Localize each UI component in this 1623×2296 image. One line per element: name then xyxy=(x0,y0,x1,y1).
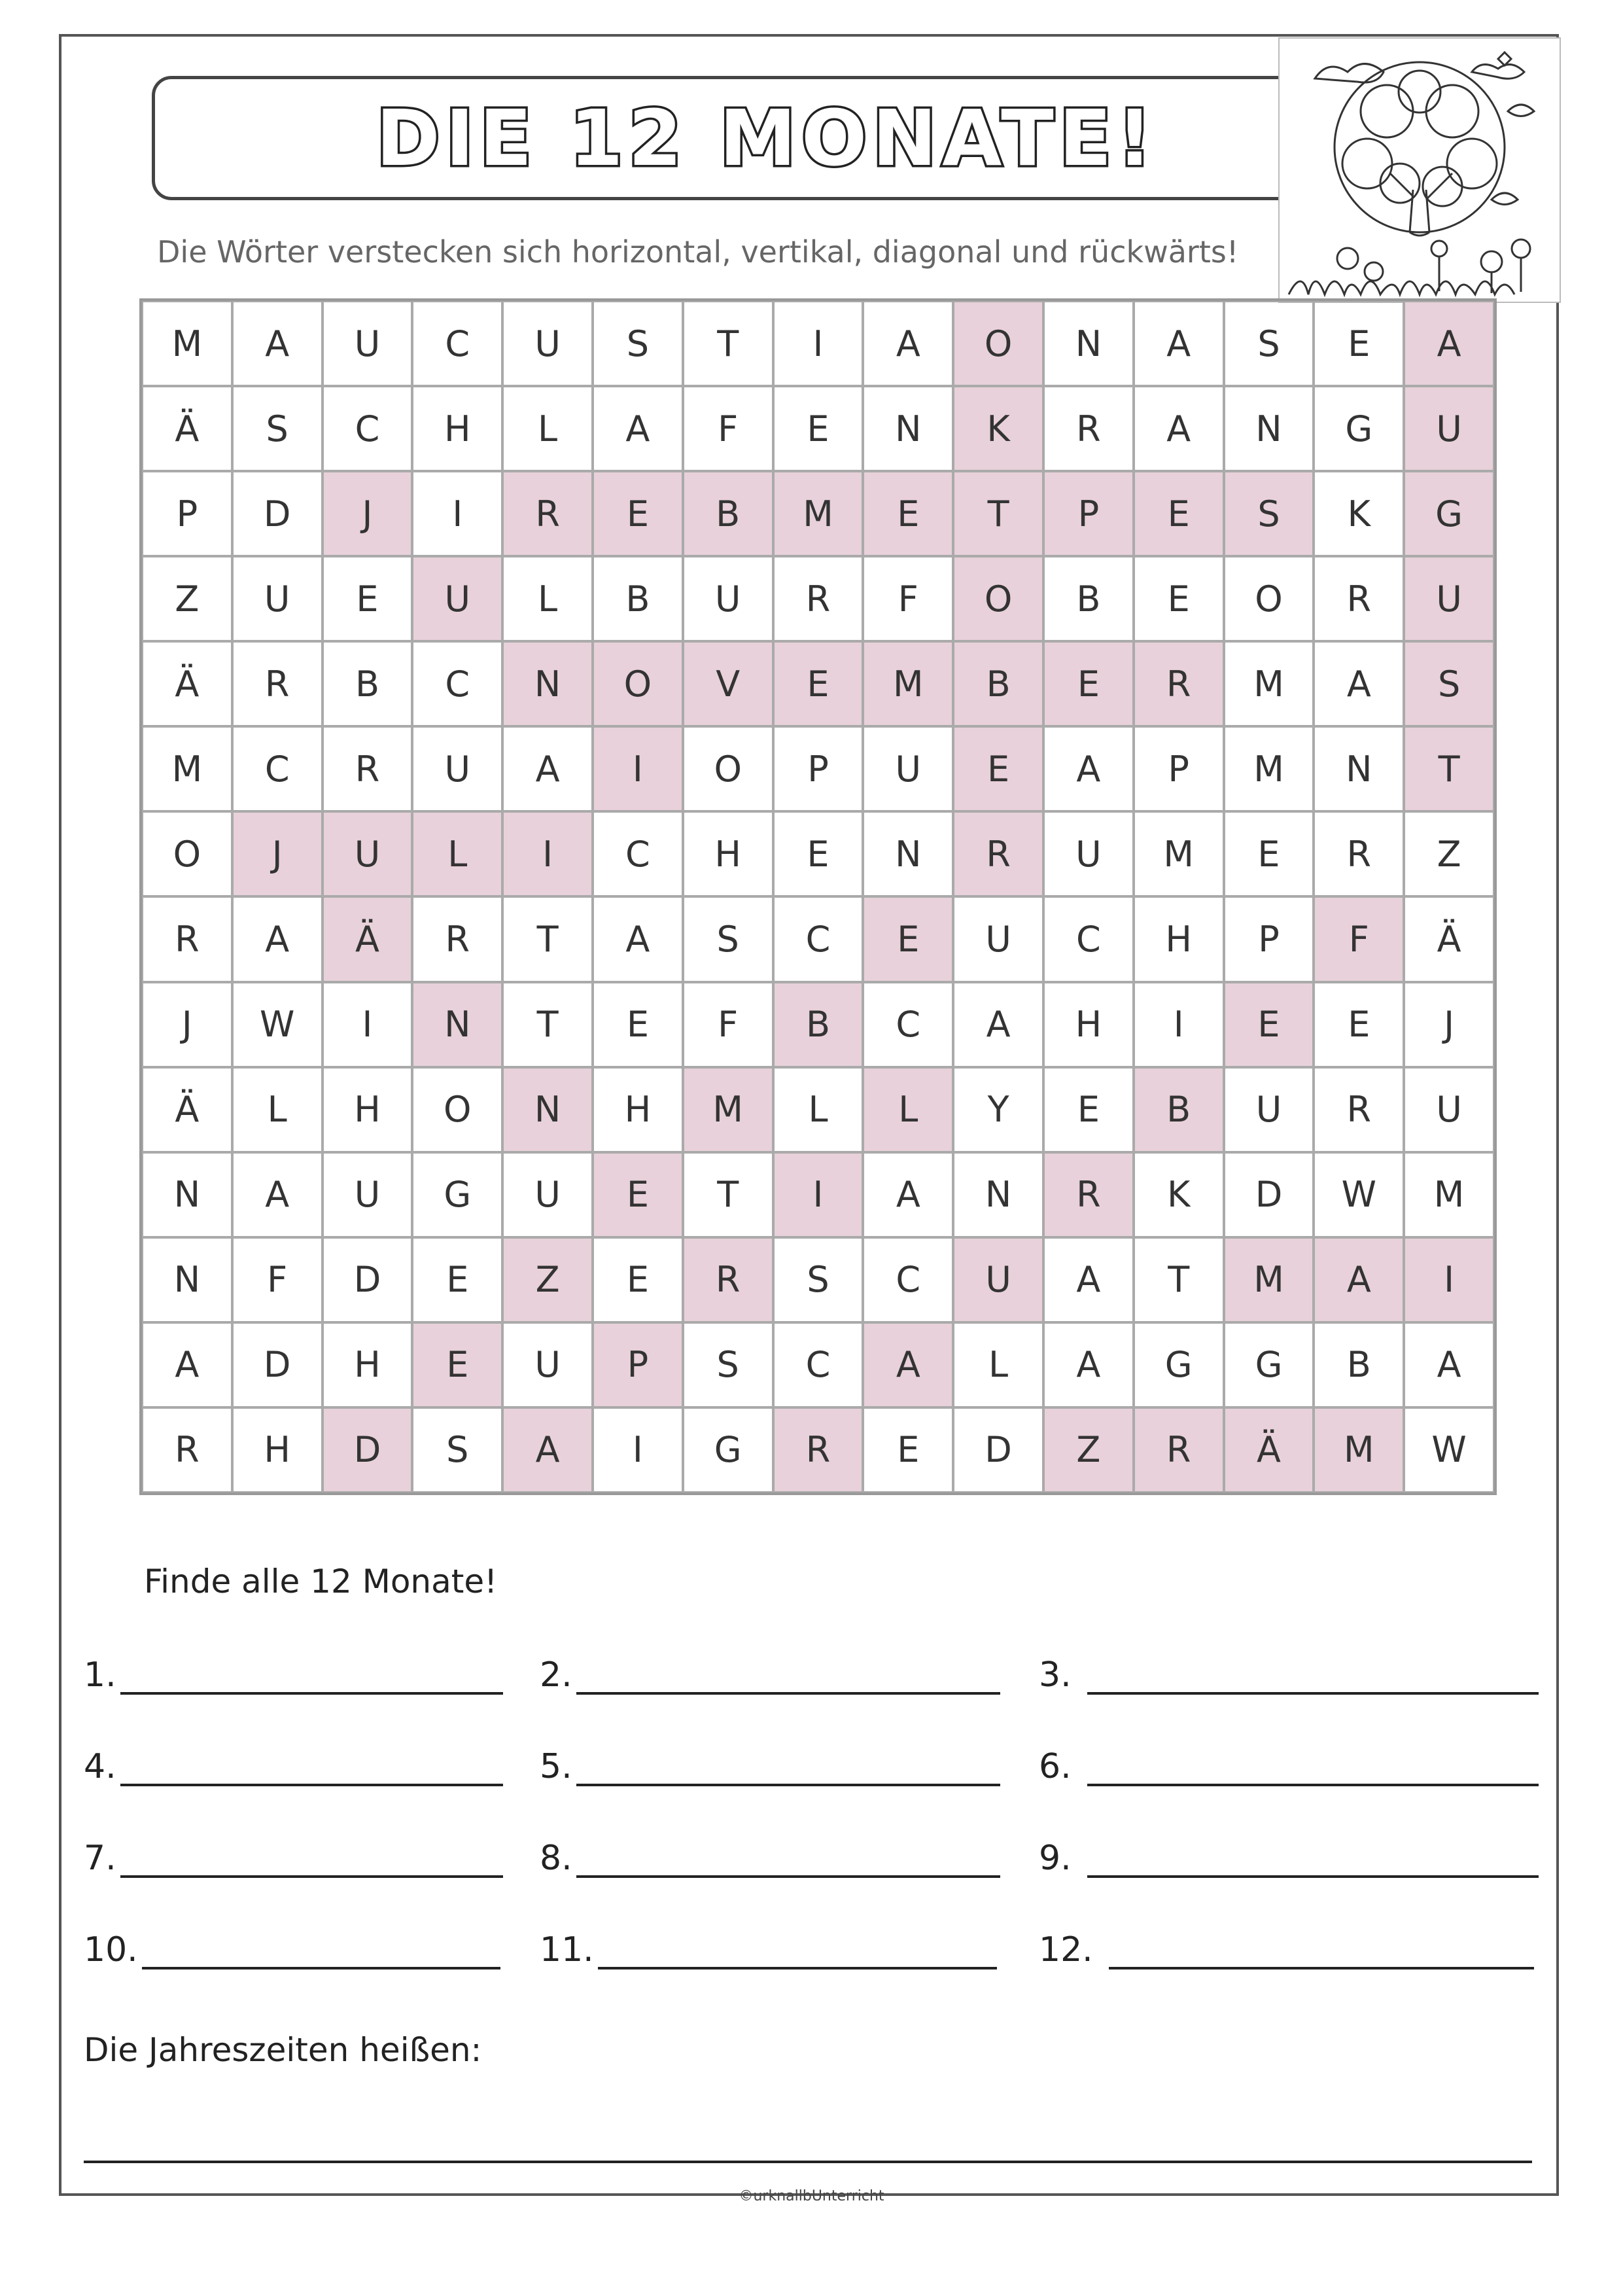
grid-cell: J xyxy=(323,471,413,556)
grid-cell: A xyxy=(863,1322,953,1407)
grid-cell: A xyxy=(593,896,683,981)
grid-cell: F xyxy=(683,386,773,471)
grid-cell: C xyxy=(863,1237,953,1322)
grid-cell: E xyxy=(412,1322,502,1407)
grid-cell: L xyxy=(412,811,502,896)
grid-cell: I xyxy=(593,1407,683,1492)
grid-cell: F xyxy=(1314,896,1404,981)
answer-number: 7. xyxy=(84,1839,116,1878)
grid-cell: C xyxy=(863,982,953,1067)
grid-cell: V xyxy=(683,641,773,726)
answer-line-2[interactable] xyxy=(576,1653,1000,1695)
grid-cell: Ä xyxy=(142,1067,232,1152)
answer-10 xyxy=(84,1924,500,1969)
copyright: ©urknallbUnterricht xyxy=(739,2188,884,2204)
grid-cell: J xyxy=(1404,982,1494,1067)
grid-cell: G xyxy=(683,1407,773,1492)
grid-cell: Z xyxy=(142,556,232,641)
grid-cell: E xyxy=(863,896,953,981)
grid-cell: R xyxy=(1043,1152,1134,1237)
grid-cell: P xyxy=(1043,471,1134,556)
grid-cell: O xyxy=(953,301,1043,386)
answer-7 xyxy=(84,1832,503,1878)
grid-cell: L xyxy=(502,386,593,471)
grid-cell: A xyxy=(1404,301,1494,386)
grid-cell: T xyxy=(1134,1237,1224,1322)
grid-cell: N xyxy=(863,386,953,471)
grid-cell: U xyxy=(683,556,773,641)
answer-number: 12. xyxy=(1039,1930,1093,1969)
grid-cell: U xyxy=(502,1322,593,1407)
grid-cell: R xyxy=(683,1237,773,1322)
seasons-label: Die Jahreszeiten heißen: xyxy=(84,2031,482,2069)
grid-cell: U xyxy=(1404,556,1494,641)
grid-cell: R xyxy=(323,726,413,811)
grid-cell: U xyxy=(323,811,413,896)
answer-number: 4. xyxy=(84,1747,116,1786)
grid-cell: D xyxy=(953,1407,1043,1492)
grid-cell: E xyxy=(773,811,864,896)
grid-cell: N xyxy=(863,811,953,896)
grid-cell: S xyxy=(232,386,323,471)
grid-cell: W xyxy=(232,982,323,1067)
grid-cell: S xyxy=(773,1237,864,1322)
grid-cell: T xyxy=(502,896,593,981)
grid-cell: R xyxy=(773,1407,864,1492)
grid-cell: A xyxy=(863,301,953,386)
grid-cell: N xyxy=(142,1237,232,1322)
grid-cell: P xyxy=(142,471,232,556)
grid-cell: A xyxy=(502,726,593,811)
grid-cell: L xyxy=(773,1067,864,1152)
grid-cell: C xyxy=(232,726,323,811)
grid-cell: N xyxy=(953,1152,1043,1237)
answer-9 xyxy=(1039,1832,1539,1878)
grid-cell: A xyxy=(1043,1322,1134,1407)
grid-cell: C xyxy=(412,641,502,726)
grid-cell: M xyxy=(773,471,864,556)
grid-cell: T xyxy=(1404,726,1494,811)
grid-cell: M xyxy=(1134,811,1224,896)
grid-cell: Z xyxy=(502,1237,593,1322)
grid-cell: G xyxy=(1314,386,1404,471)
grid-cell: C xyxy=(1043,896,1134,981)
grid-cell: B xyxy=(1134,1067,1224,1152)
grid-cell: W xyxy=(1314,1152,1404,1237)
answer-number: 9. xyxy=(1039,1839,1072,1878)
grid-cell: N xyxy=(502,1067,593,1152)
grid-cell: E xyxy=(1314,982,1404,1067)
grid-cell: R xyxy=(953,811,1043,896)
grid-cell: B xyxy=(1043,556,1134,641)
grid-cell: P xyxy=(1224,896,1314,981)
grid-cell: A xyxy=(142,1322,232,1407)
answer-line-9[interactable] xyxy=(1087,1836,1539,1878)
grid-cell: R xyxy=(232,641,323,726)
grid-cell: E xyxy=(953,726,1043,811)
grid-cell: G xyxy=(1224,1322,1314,1407)
find-prompt: Finde alle 12 Monate! xyxy=(144,1563,498,1600)
seasons-answer-line[interactable] xyxy=(84,2161,1532,2163)
grid-cell: Ä xyxy=(142,386,232,471)
grid-cell: D xyxy=(232,471,323,556)
grid-cell: A xyxy=(593,386,683,471)
answer-5 xyxy=(540,1740,1000,1786)
grid-cell: C xyxy=(773,1322,864,1407)
grid-cell: R xyxy=(773,556,864,641)
grid-cell: E xyxy=(863,471,953,556)
grid-cell: O xyxy=(1224,556,1314,641)
grid-cell: S xyxy=(412,1407,502,1492)
answer-line-6[interactable] xyxy=(1087,1744,1539,1786)
grid-cell: N xyxy=(142,1152,232,1237)
grid-cell: D xyxy=(323,1237,413,1322)
grid-cell: B xyxy=(593,556,683,641)
grid-cell: U xyxy=(1404,1067,1494,1152)
answer-number: 5. xyxy=(540,1747,572,1786)
grid-cell: I xyxy=(593,726,683,811)
grid-cell: F xyxy=(232,1237,323,1322)
grid-cell: U xyxy=(323,1152,413,1237)
answer-line-4[interactable] xyxy=(120,1744,503,1786)
grid-cell: R xyxy=(1314,1067,1404,1152)
grid-cell: R xyxy=(412,896,502,981)
answer-number: 3. xyxy=(1039,1655,1072,1695)
grid-cell: A xyxy=(953,982,1043,1067)
grid-cell: U xyxy=(863,726,953,811)
grid-cell: C xyxy=(412,301,502,386)
grid-cell: I xyxy=(773,301,864,386)
grid-cell: H xyxy=(323,1322,413,1407)
answer-number: 8. xyxy=(540,1839,572,1878)
grid-cell: R xyxy=(1134,641,1224,726)
grid-cell: R xyxy=(1134,1407,1224,1492)
answer-11 xyxy=(540,1924,997,1969)
grid-cell: I xyxy=(502,811,593,896)
grid-cell: P xyxy=(1134,726,1224,811)
grid-cell: E xyxy=(593,1237,683,1322)
answer-4 xyxy=(84,1740,503,1786)
grid-cell: L xyxy=(502,556,593,641)
grid-cell: L xyxy=(863,1067,953,1152)
grid-cell: B xyxy=(323,641,413,726)
answer-1 xyxy=(84,1649,503,1695)
grid-cell: U xyxy=(412,726,502,811)
answer-12 xyxy=(1039,1924,1534,1969)
grid-cell: D xyxy=(232,1322,323,1407)
grid-cell: E xyxy=(1043,641,1134,726)
grid-cell: N xyxy=(502,641,593,726)
grid-cell: F xyxy=(683,982,773,1067)
grid-cell: T xyxy=(502,982,593,1067)
grid-cell: K xyxy=(1314,471,1404,556)
grid-cell: U xyxy=(502,1152,593,1237)
grid-cell: A xyxy=(1043,1237,1134,1322)
grid-cell: Z xyxy=(1043,1407,1134,1492)
answer-line-12[interactable] xyxy=(1109,1928,1534,1969)
grid-cell: I xyxy=(412,471,502,556)
grid-cell: M xyxy=(142,301,232,386)
grid-cell: P xyxy=(773,726,864,811)
grid-cell: A xyxy=(1134,301,1224,386)
grid-cell: U xyxy=(1224,1067,1314,1152)
page-title: DIE 12 MONATE! xyxy=(375,93,1158,183)
grid-cell: K xyxy=(1134,1152,1224,1237)
grid-cell: N xyxy=(1224,386,1314,471)
grid-cell: U xyxy=(953,1237,1043,1322)
grid-cell: A xyxy=(502,1407,593,1492)
grid-cell: M xyxy=(1224,1237,1314,1322)
answer-number: 10. xyxy=(84,1930,138,1969)
answer-line-1[interactable] xyxy=(120,1653,503,1695)
grid-cell: O xyxy=(593,641,683,726)
answer-line-5[interactable] xyxy=(576,1744,1000,1786)
grid-cell: S xyxy=(683,896,773,981)
grid-cell: S xyxy=(1224,301,1314,386)
grid-cell: S xyxy=(1224,471,1314,556)
grid-cell: C xyxy=(323,386,413,471)
grid-cell: N xyxy=(1314,726,1404,811)
grid-cell: E xyxy=(593,1152,683,1237)
grid-cell: U xyxy=(323,301,413,386)
answer-line-3[interactable] xyxy=(1087,1653,1539,1695)
grid-cell: E xyxy=(773,386,864,471)
grid-cell: M xyxy=(863,641,953,726)
grid-cell: F xyxy=(863,556,953,641)
grid-cell: R xyxy=(1314,811,1404,896)
grid-cell: U xyxy=(412,556,502,641)
grid-cell: E xyxy=(1134,471,1224,556)
grid-cell: S xyxy=(1404,641,1494,726)
answer-line-7[interactable] xyxy=(120,1836,503,1878)
grid-cell: A xyxy=(1314,1237,1404,1322)
answer-number: 2. xyxy=(540,1655,572,1695)
grid-cell: D xyxy=(1224,1152,1314,1237)
answer-2 xyxy=(540,1649,1000,1695)
grid-cell: E xyxy=(1043,1067,1134,1152)
grid-cell: M xyxy=(142,726,232,811)
grid-cell: U xyxy=(232,556,323,641)
word-search-grid xyxy=(139,298,1497,1495)
grid-cell: Ä xyxy=(1224,1407,1314,1492)
grid-cell: L xyxy=(232,1067,323,1152)
answer-number: 11. xyxy=(540,1930,594,1969)
grid-cell: C xyxy=(593,811,683,896)
grid-cell: O xyxy=(683,726,773,811)
grid-cell: W xyxy=(1404,1407,1494,1492)
grid-cell: E xyxy=(593,982,683,1067)
grid-cell: M xyxy=(1404,1152,1494,1237)
grid-cell: M xyxy=(1224,641,1314,726)
grid-cell: H xyxy=(323,1067,413,1152)
grid-cell: O xyxy=(412,1067,502,1152)
grid-cell: M xyxy=(1224,726,1314,811)
grid-cell: I xyxy=(1404,1237,1494,1322)
grid-cell: D xyxy=(323,1407,413,1492)
grid-cell: G xyxy=(1134,1322,1224,1407)
grid-cell: A xyxy=(232,301,323,386)
grid-cell: H xyxy=(232,1407,323,1492)
answer-line-11[interactable] xyxy=(598,1928,997,1969)
grid-cell: O xyxy=(953,556,1043,641)
grid-cell: E xyxy=(1224,811,1314,896)
grid-cell: A xyxy=(1314,641,1404,726)
instruction-text: Die Wörter verstecken sich horizontal, vertikal, diagonal und rückwärts! xyxy=(157,234,1239,270)
grid-cell: H xyxy=(593,1067,683,1152)
grid-cell: Z xyxy=(1404,811,1494,896)
grid-cell: G xyxy=(1404,471,1494,556)
grid-cell: B xyxy=(683,471,773,556)
answer-6 xyxy=(1039,1740,1539,1786)
grid-cell: G xyxy=(412,1152,502,1237)
grid-cell: J xyxy=(232,811,323,896)
grid-cell: Ä xyxy=(1404,896,1494,981)
grid-cell: E xyxy=(773,641,864,726)
grid-cell: A xyxy=(863,1152,953,1237)
grid-cell: A xyxy=(1134,386,1224,471)
grid-cell: Y xyxy=(953,1067,1043,1152)
grid-cell: U xyxy=(502,301,593,386)
grid-cell: E xyxy=(863,1407,953,1492)
grid-cell: Ä xyxy=(142,641,232,726)
grid-cell: A xyxy=(1404,1322,1494,1407)
grid-cell: R xyxy=(142,896,232,981)
grid-cell: B xyxy=(953,641,1043,726)
grid-cell: E xyxy=(593,471,683,556)
grid-cell: I xyxy=(773,1152,864,1237)
answer-line-8[interactable] xyxy=(576,1836,1000,1878)
grid-cell: H xyxy=(1134,896,1224,981)
grid-cell: T xyxy=(953,471,1043,556)
grid-cell: T xyxy=(683,1152,773,1237)
grid-cell: R xyxy=(502,471,593,556)
grid-cell: R xyxy=(1043,386,1134,471)
grid-cell: R xyxy=(142,1407,232,1492)
answer-8 xyxy=(540,1832,1000,1878)
grid-cell: U xyxy=(953,896,1043,981)
grid-cell: K xyxy=(953,386,1043,471)
grid-cell: I xyxy=(323,982,413,1067)
grid-cell: A xyxy=(1043,726,1134,811)
grid-cell: E xyxy=(323,556,413,641)
grid-cell: E xyxy=(412,1237,502,1322)
grid-cell: H xyxy=(683,811,773,896)
grid-cell: N xyxy=(412,982,502,1067)
grid-cell: A xyxy=(232,1152,323,1237)
answer-number: 6. xyxy=(1039,1747,1072,1786)
grid-cell: H xyxy=(1043,982,1134,1067)
answer-number: 1. xyxy=(84,1655,116,1695)
grid-cell: E xyxy=(1314,301,1404,386)
grid-cell: E xyxy=(1134,556,1224,641)
grid-cell: S xyxy=(593,301,683,386)
grid-cell: A xyxy=(232,896,323,981)
grid-cell: H xyxy=(412,386,502,471)
grid-cell: C xyxy=(773,896,864,981)
grid-cell: M xyxy=(683,1067,773,1152)
grid-cell: P xyxy=(593,1322,683,1407)
answer-3 xyxy=(1039,1649,1539,1695)
grid-cell: U xyxy=(1043,811,1134,896)
grid-cell: T xyxy=(683,301,773,386)
grid-cell: N xyxy=(1043,301,1134,386)
grid-cell: L xyxy=(953,1322,1043,1407)
grid-cell: E xyxy=(1224,982,1314,1067)
grid-cell: B xyxy=(1314,1322,1404,1407)
tree-with-birds-icon xyxy=(1276,33,1563,308)
grid-cell: O xyxy=(142,811,232,896)
grid-cell: J xyxy=(142,982,232,1067)
grid-cell: B xyxy=(773,982,864,1067)
grid-cell: R xyxy=(1314,556,1404,641)
grid-cell: S xyxy=(683,1322,773,1407)
grid-cell: I xyxy=(1134,982,1224,1067)
grid-cell: Ä xyxy=(323,896,413,981)
grid-cell: M xyxy=(1314,1407,1404,1492)
answer-line-10[interactable] xyxy=(142,1928,500,1969)
grid-cell: U xyxy=(1404,386,1494,471)
